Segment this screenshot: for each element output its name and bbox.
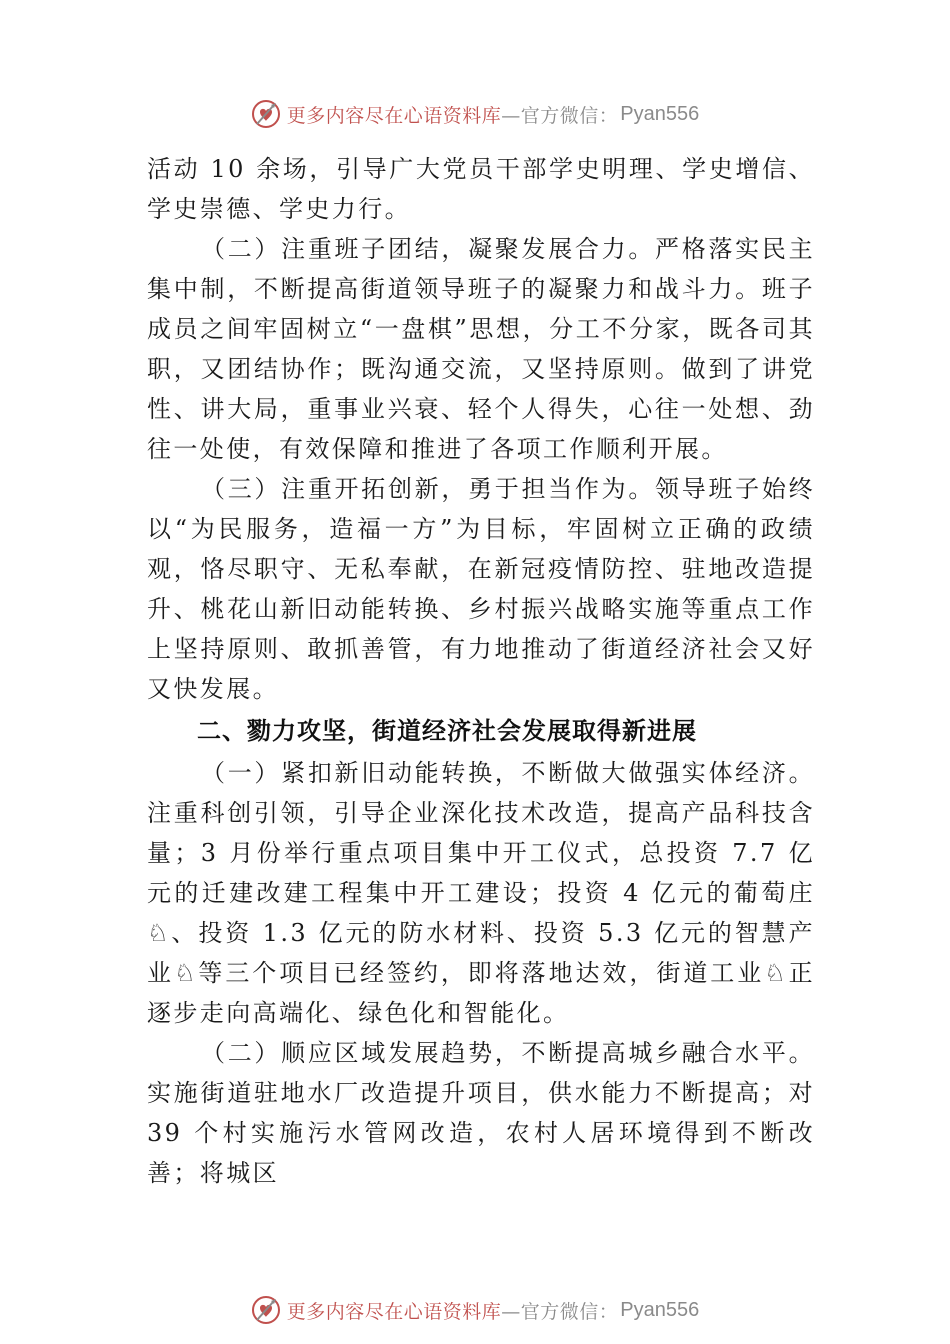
- banner-wechat-id: Pyan556: [620, 102, 700, 125]
- paragraph-3: （三）注重开拓创新，勇于担当作为。领导班子始终以“为民服务，造福一方”为目标，牢固树立正确的政绩观，恪尽职守、无私奉献，在新冠疫情防控、驻地改造提升、桃花山新旧动能转换、乡村振兴战略实施等重点工作上坚持原则、敢抓善管，有力地推动了街道经济社会又好又快发展。: [147, 475, 815, 703]
- paragraph-4: （一）紧扣新旧动能转换，不断做大做强实体经济。注重科创引领，引导企业深化技术改造，提高产品科技含量；3 月份举行重点项目集中开工仪式，总投资 7.7 亿元的迁建改建工程集中开工建设；投资 4 亿元的葡萄庄♘、投资 1.3 亿元的防水材料、投资 5.3 亿元的智慧产业♘等三个项目已经签约，即将落地达效，街道工业♘正逐步走向高端化、绿色化和智能化。: [147, 759, 815, 1027]
- banner-wechat-label: —官方微信：: [501, 104, 619, 127]
- heart-quill-icon: [251, 99, 281, 129]
- footer-wechat-id: Pyan556: [620, 1298, 700, 1321]
- footer-library-text: 更多内容尽在心语资料库: [286, 1300, 502, 1323]
- section-heading-2: 二、勠力攻坚，街道经济社会发展取得新进展: [197, 717, 697, 745]
- footer-wechat-label: —官方微信：: [501, 1300, 619, 1323]
- banner-library-text: 更多内容尽在心语资料库: [286, 104, 502, 127]
- footer-banner: [0, 1288, 950, 1332]
- header-banner: [0, 92, 950, 136]
- paragraph-5: （二）顺应区域发展趋势，不断提高城乡融合水平。实施街道驻地水厂改造提升项目，供水能力不断提高；对 39 个村实施污水管网改造，农村人居环境得到不断改善；将城区: [147, 1039, 815, 1187]
- paragraph-2: （二）注重班子团结，凝聚发展合力。严格落实民主集中制，不断提高街道领导班子的凝聚力和战斗力。班子成员之间牢固树立“一盘棋”思想，分工不分家，既各司其职，又团结协作；既沟通交流，又坚持原则。做到了讲党性、讲大局，重事业兴衰、轻个人得失，心往一处想、劲往一处使，有效保障和推进了各项工作顺利开展。: [147, 235, 815, 463]
- paragraph-1: 活动 10 余场，引导广大党员干部学史明理、学史增信、学史崇德、学史力行。: [147, 155, 815, 223]
- heart-quill-icon: [251, 1295, 281, 1325]
- document-body: [147, 149, 815, 1193]
